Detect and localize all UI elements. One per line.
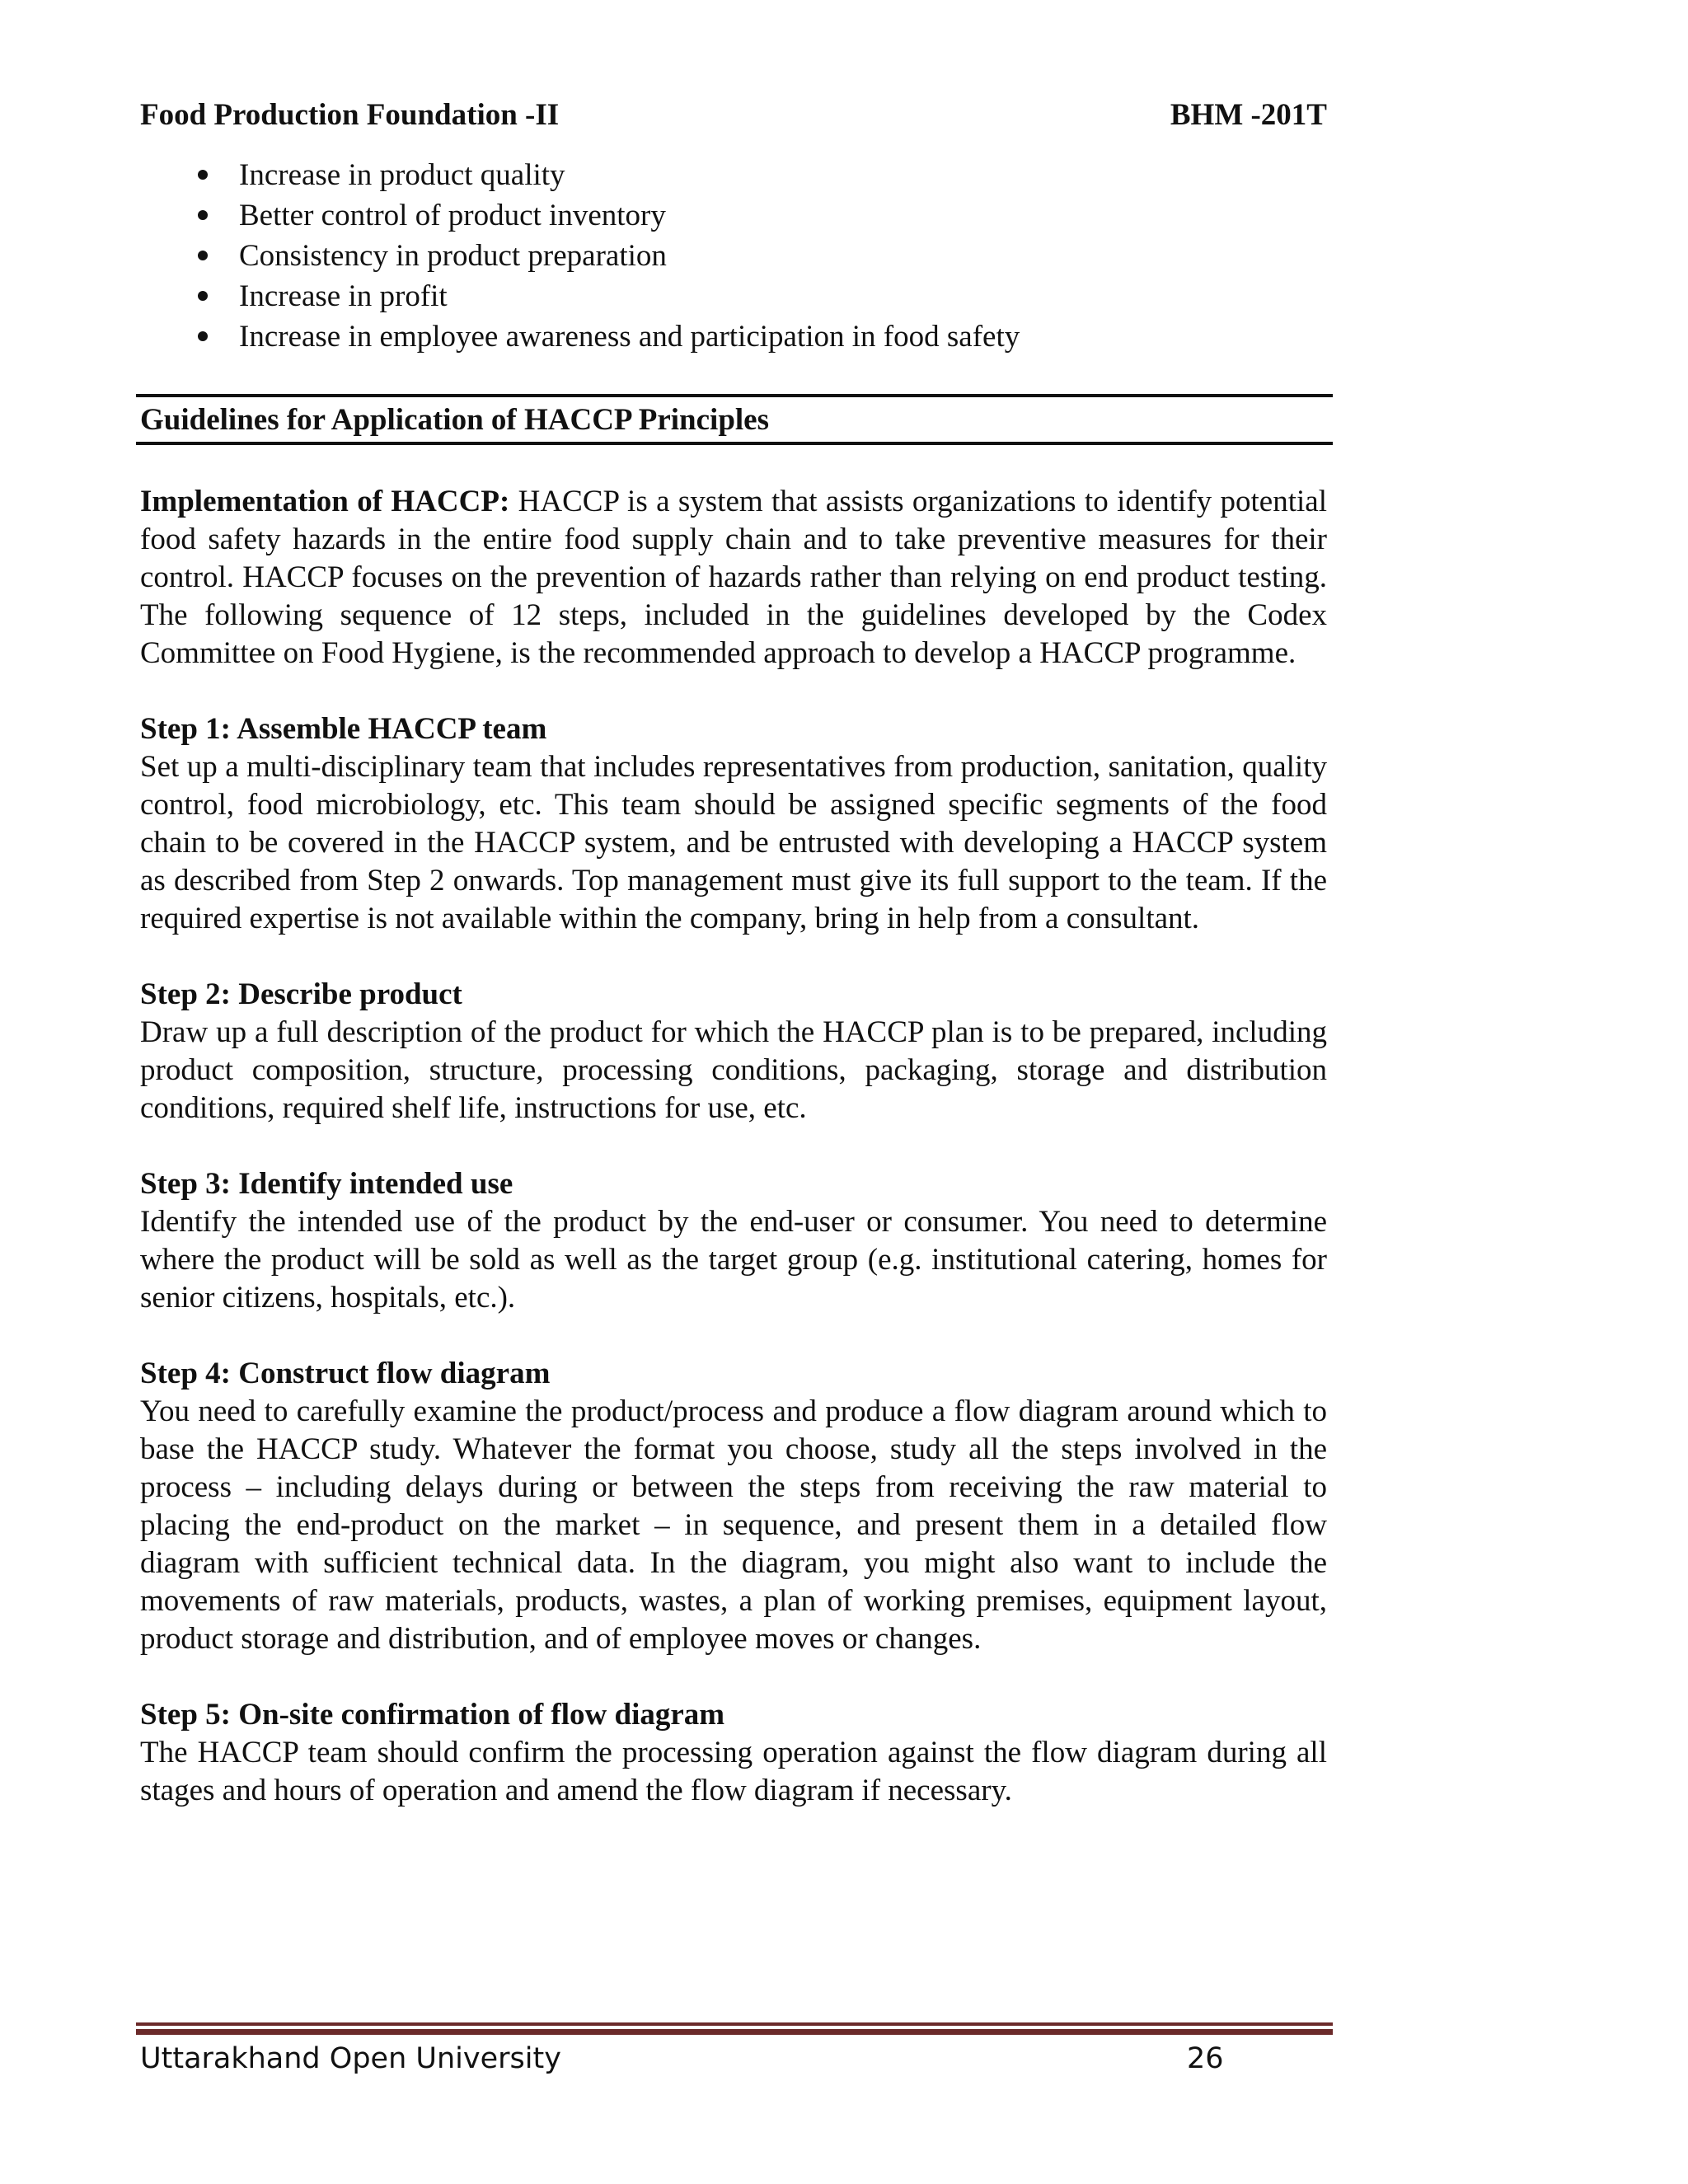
list-item: Increase in employee awareness and participation in food safety (140, 316, 1327, 357)
institution-name: Uttarakhand Open University (140, 2042, 561, 2075)
step-3-title: Step 3: Identify intended use (140, 1167, 513, 1201)
step-2-title: Step 2: Describe product (140, 977, 462, 1011)
step-4-text: You need to carefully examine the product/process and produce a flow diagram around which to base the HACCP study. Whatever the format you choose, study all the steps involved in the process – including delays during or between the steps from receiving the raw material to placing the end-product on the market – in sequence, and present them in a detailed flow diagram with sufficient technical data. In the diagram, you might also want to include the movements of raw materials, products, wastes, a plan of working premises, equipment layout, product storage and distribution, and of employee moves or changes. (140, 1394, 1327, 1656)
bullet-icon (198, 210, 208, 220)
footer-divider-thin (136, 2022, 1333, 2026)
page-header (140, 97, 1327, 138)
list-item: Consistency in product preparation (140, 236, 1327, 276)
page-footer (140, 2042, 1327, 2083)
bullet-icon (198, 291, 208, 301)
step-3-text: Identify the intended use of the product by the end-user or consumer. You need to determine where the product will be sold as well as the target group (e.g. institutional catering, homes for senior citizens, hospitals, etc.). (140, 1205, 1327, 1315)
section-title: Guidelines for Application of HACCP Principles (140, 403, 769, 437)
implementation-paragraph (140, 483, 1327, 673)
course-title: Food Production Foundation -II (140, 98, 560, 132)
bullet-icon (198, 331, 208, 341)
section-divider-bottom (136, 442, 1333, 445)
step-5-text: The HACCP team should confirm the processing operation against the flow diagram during all stages and hours of operation and amend the flow diagram if necessary. (140, 1736, 1327, 1807)
section-divider-top (136, 394, 1333, 397)
bullet-icon (198, 170, 208, 180)
step-5-title: Step 5: On-site confirmation of flow diagram (140, 1698, 725, 1732)
implementation-text: HACCP is a system that assists organizations to identify potential food safety hazards in the entire food supply chain and to take preventive measures for their control. HACCP focuses on the prevention of hazards rather than relying on end product testing. The following sequence of 12 steps, included in the guidelines developed by the Codex Committee on Food Hygiene, is the recommended approach to develop a HACCP programme. (140, 485, 1327, 670)
bullet-icon (198, 251, 208, 260)
step-4-title: Step 4: Construct flow diagram (140, 1357, 551, 1390)
list-item: Better control of product inventory (140, 195, 1327, 236)
list-item: Increase in profit (140, 276, 1327, 316)
page-number: 26 (1187, 2042, 1224, 2075)
course-code: BHM -201T (1170, 98, 1327, 132)
page-body (140, 483, 1327, 1810)
implementation-label: Implementation of HACCP: (140, 485, 510, 518)
footer-divider-thick (136, 2029, 1333, 2035)
benefits-list (140, 155, 1327, 357)
list-item: Increase in product quality (140, 155, 1327, 195)
step-1-text: Set up a multi-disciplinary team that includes representatives from production, sanitation, quality control, food microbiology, etc. This team should be assigned specific segments of the food chain to be covered in the HACCP system, and be entrusted with developing a HACCP system as described from Step 2 onwards. Top management must give its full support to the team. If the required expertise is not available within the company, bring in help from a consultant. (140, 750, 1327, 935)
step-1-title: Step 1: Assemble HACCP team (140, 712, 547, 746)
step-2-text: Draw up a full description of the product for which the HACCP plan is to be prepared, including product composition, structure, processing conditions, packaging, storage and distribution conditions, required shelf life, instructions for use, etc. (140, 1015, 1327, 1125)
